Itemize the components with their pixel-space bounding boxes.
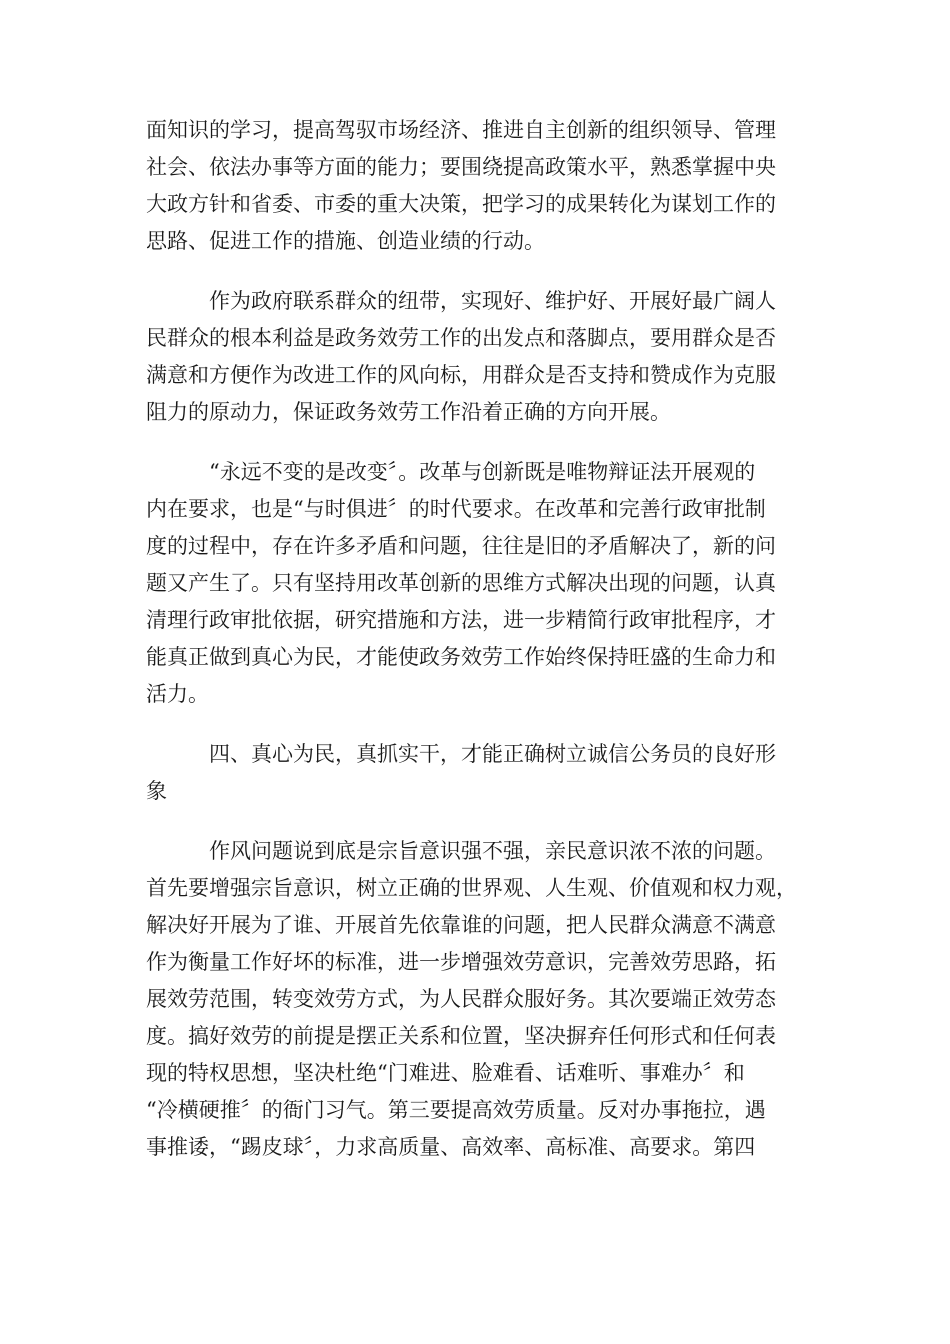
paragraph-line: 度。搞好效劳的前提是摆正关系和位置，坚决摒弃任何形式和任何表 [146, 1024, 776, 1048]
paragraph-line: 面知识的学习，提高驾驭市场经济、推进自主创新的组织领导、管理 [146, 118, 776, 142]
paragraph-line: 作为衡量工作好坏的标准，进一步增强效劳意识，完善效劳思路，拓 [146, 950, 776, 974]
section-heading-line: 四、真心为民，真抓实干，才能正确树立诚信公务员的良好形 [209, 742, 776, 766]
paragraph-line: “冷横硬推〞的衙门习气。第三要提高效劳质量。反对办事拖拉，遇 [146, 1098, 766, 1122]
paragraph-line: 能真正做到真心为民，才能使政务效劳工作始终保持旺盛的生命力和 [146, 645, 776, 669]
paragraph-line: 事推诿，“踢皮球〞，力求高质量、高效率、高标准、高要求。第四 [146, 1135, 756, 1159]
paragraph-line: 作为政府联系群众的纽带，实现好、维护好、开展好最广阔人 [209, 289, 776, 313]
paragraph-line: 阻力的原动力，保证政务效劳工作沿着正确的方向开展。 [146, 400, 671, 424]
paragraph-line: 活力。 [146, 682, 209, 706]
paragraph-line: 作风问题说到底是宗旨意识强不强，亲民意识浓不浓的问题。 [209, 839, 776, 863]
paragraph-line: 首先要增强宗旨意识，树立正确的世界观、人生观、价值观和权力观， [146, 876, 797, 900]
paragraph-line: 满意和方便作为改进工作的风向标，用群众是否支持和赞成作为克服 [146, 363, 776, 387]
paragraph-line: 民群众的根本利益是政务效劳工作的出发点和落脚点，要用群众是否 [146, 326, 776, 350]
paragraph-line: 大政方针和省委、市委的重大决策，把学习的成果转化为谋划工作的 [146, 192, 776, 216]
paragraph-line: 思路、促进工作的措施、创造业绩的行动。 [146, 229, 545, 253]
paragraph-line: 展效劳范围，转变效劳方式，为人民群众服好务。其次要端正效劳态 [146, 987, 776, 1011]
paragraph-line: “永远不变的是改变〞。改革与创新既是唯物辩证法开展观的 [209, 460, 756, 484]
paragraph-line: 题又产生了。只有坚持用改革创新的思维方式解决出现的问题，认真 [146, 571, 776, 595]
paragraph-line: 度的过程中，存在许多矛盾和问题，往往是旧的矛盾解决了，新的问 [146, 534, 776, 558]
paragraph-line: 现的特权思想，坚决杜绝“门难进、脸难看、话难听、事难办〞和 [146, 1061, 745, 1085]
paragraph-line: 解决好开展为了谁、开展首先依靠谁的问题，把人民群众满意不满意 [146, 913, 776, 937]
paragraph-line: 内在要求，也是“与时俱进〞的时代要求。在改革和完善行政审批制 [146, 497, 766, 521]
paragraph-line: 清理行政审批依据，研究措施和方法，进一步精简行政审批程序，才 [146, 608, 776, 632]
paragraph-line: 社会、依法办事等方面的能力；要围绕提高政策水平，熟悉掌握中央 [146, 155, 776, 179]
section-heading-line: 象 [146, 779, 167, 803]
